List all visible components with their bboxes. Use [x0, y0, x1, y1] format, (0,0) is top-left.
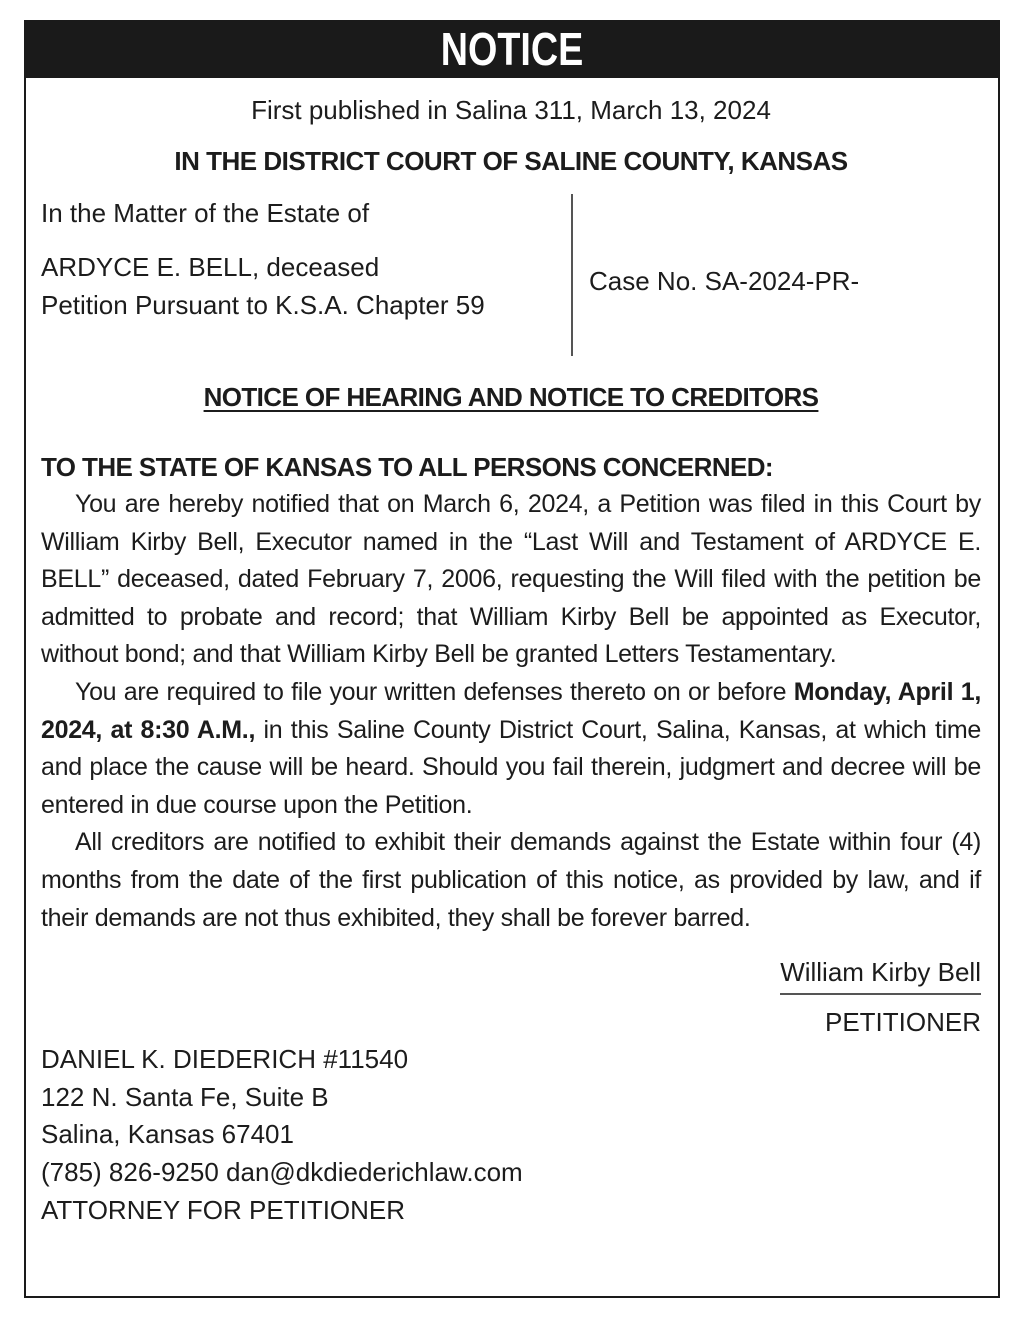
decedent-line: ARDYCE E. BELL, deceased [41, 252, 380, 282]
caption-divider [571, 194, 573, 356]
notice-banner [24, 20, 1000, 78]
attorney-contact: (785) 826-9250 dan@dkdiederichlaw.com [41, 1156, 523, 1187]
petitioner-role: PETITIONER [824, 1007, 981, 1038]
petitioner-signature: William Kirby Bell [780, 953, 981, 995]
petition-basis-line: Petition Pursuant to K.S.A. Chapter 59 [41, 290, 485, 320]
signature-block [41, 953, 981, 1041]
attorney-role: ATTORNEY FOR PETITIONER [41, 1194, 406, 1225]
attorney-city: Salina, Kansas 67401 [41, 1119, 294, 1150]
defenses-text-start: You are required to file your written defenses thereto on or before [75, 677, 794, 706]
case-caption [41, 194, 981, 356]
caption-parties [41, 194, 571, 324]
hearing-datetime: Monday, April 1, 2024, at 8:30 A.M., [41, 677, 981, 744]
defenses-text-end: in this Saline County District Court, Salina, Kansas, at which time and place the cause will be heard. Should you fail therein, judgmert and decree will be entered in due course upon the Petition. [41, 715, 981, 819]
creditors-paragraph: All creditors are notified to exhibit their demands against the Estate within four (4) months from the date of the first publication of this notice, as provided by law, and if their demands are not thus exhibited, they shall be forever barred. [41, 828, 981, 932]
hearing-notice-title: NOTICE OF HEARING AND NOTICE TO CREDITORS [203, 382, 819, 412]
attorney-name: DANIEL K. DIEDERICH #11540 [41, 1044, 409, 1075]
petition-paragraph: You are hereby notified that on March 6, 2024, a Petition was filed in this Court by William Kirby Bell, Executor named in the “Last Will and Testament of ARDYCE E. BELL” deceased, dated February 7, 2006, requesting the Will filed with the petition be admitted to probate and record; that William Kirby Bell be appointed as Executor, without bond; and that William Kirby Bell be granted Letters Testamentary. [41, 490, 981, 669]
attorney-block [41, 1041, 981, 1229]
notice-content [26, 93, 998, 1229]
legal-notice [24, 20, 1000, 1298]
defenses-paragraph [41, 674, 981, 824]
addressee-line: TO THE STATE OF KANSAS TO ALL PERSONS CONCERNED: [41, 452, 773, 482]
publication-line: First published in Salina 311, March 13, 2024 [251, 95, 771, 125]
matter-of-line: In the Matter of the Estate of [41, 198, 370, 228]
case-number: Case No. SA-2024-PR- [589, 266, 860, 296]
court-heading: IN THE DISTRICT COURT OF SALINE COUNTY, KANSAS [174, 146, 848, 176]
notice-title: NOTICE [112, 20, 912, 78]
attorney-street: 122 N. Santa Fe, Suite B [41, 1081, 329, 1112]
